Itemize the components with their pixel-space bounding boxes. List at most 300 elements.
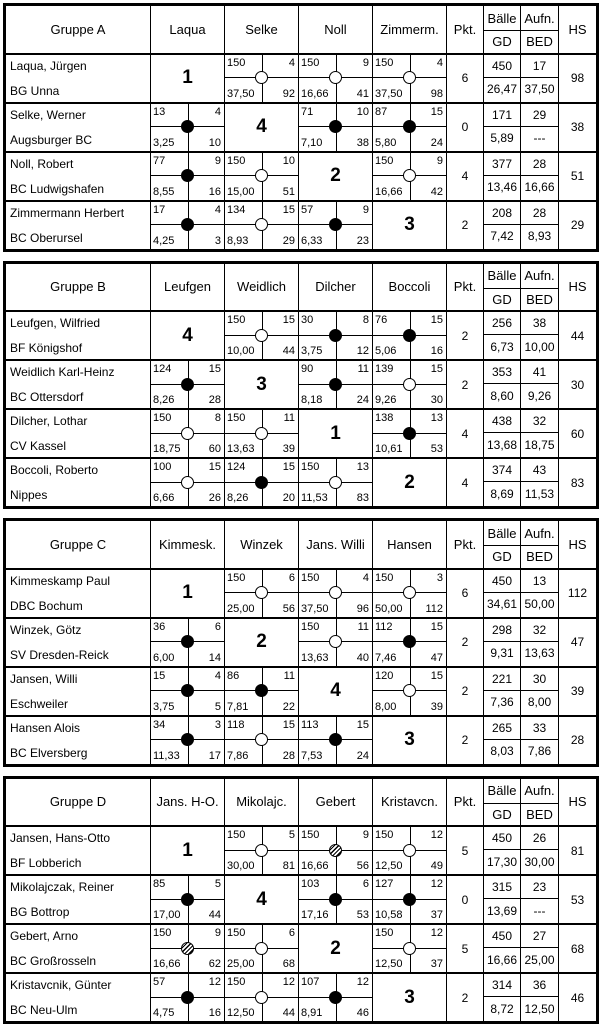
player-cell — [5, 924, 151, 973]
points-header: Pkt. — [447, 5, 484, 54]
general-average: 7,36 — [490, 695, 514, 709]
match-innings: 5 — [288, 829, 295, 841]
match-box — [225, 410, 298, 457]
player-name-block — [6, 312, 150, 359]
opponent-header: Mikolajc. — [225, 777, 299, 826]
player-row — [5, 618, 598, 667]
total-innings: 13 — [521, 570, 558, 593]
match-box — [299, 55, 372, 102]
match-balls: 100 — [153, 461, 172, 473]
player-club: Eschweiler — [10, 696, 69, 711]
general-average: 13,69 — [486, 903, 518, 918]
match-box — [151, 876, 224, 923]
innings-bed-cell — [521, 409, 559, 458]
match-highrun: 53 — [356, 909, 369, 921]
total-innings: 36 — [521, 974, 558, 997]
result-loss-icon — [403, 120, 416, 133]
match-box — [373, 570, 446, 617]
seed-cell — [151, 311, 225, 360]
result-win-icon — [329, 635, 342, 648]
innings-bed-block — [521, 717, 558, 764]
opponent-header: Selke — [225, 5, 299, 54]
group-title: Gruppe D — [5, 777, 151, 826]
best-single-average: 10,00 — [524, 339, 555, 354]
highrun-value: 68 — [570, 941, 585, 956]
opponent-header: Noll — [299, 5, 373, 54]
match-highrun: 22 — [282, 700, 295, 713]
match-cell — [373, 360, 447, 409]
result-win-icon — [329, 586, 342, 599]
innings-bed-cell — [521, 311, 559, 360]
match-average: 8,00 — [375, 700, 397, 713]
match-balls: 150 — [375, 927, 394, 939]
match-innings: 4 — [214, 105, 221, 118]
match-highrun: 28 — [208, 394, 221, 406]
player-cell — [5, 716, 151, 766]
match-average: 16,66 — [301, 860, 329, 872]
result-win-icon — [255, 427, 268, 440]
innings-bed-cell — [521, 875, 559, 924]
match-innings: 12 — [282, 976, 295, 988]
player-name: Jansen, Willi — [10, 671, 78, 686]
player-name: Noll, Robert — [10, 156, 74, 171]
player-name: Gebert, Arno — [10, 929, 79, 943]
match-highrun: 30 — [430, 394, 443, 406]
innings-bed-block — [521, 361, 558, 408]
match-box — [299, 974, 372, 1021]
match-balls: 103 — [301, 878, 320, 890]
result-loss-icon — [181, 733, 194, 746]
match-cell — [299, 875, 373, 924]
match-balls: 36 — [153, 620, 166, 633]
match-balls: 150 — [301, 620, 320, 633]
highrun-header: HS — [559, 5, 598, 54]
match-highrun: 23 — [356, 234, 369, 247]
match-average: 12,50 — [375, 860, 403, 872]
match-box — [373, 925, 446, 972]
match-cell — [225, 152, 299, 201]
points-cell — [447, 826, 484, 875]
match-box — [151, 410, 224, 457]
total-innings: 29 — [521, 104, 558, 127]
match-cell — [151, 201, 225, 251]
points-value: 2 — [461, 733, 469, 747]
points-cell — [447, 152, 484, 201]
match-highrun: 83 — [356, 492, 369, 504]
match-innings: 9 — [362, 203, 369, 216]
highrun-cell — [559, 201, 598, 251]
innings-bed-cell — [521, 201, 559, 251]
player-name: Winzek, Götz — [10, 622, 82, 637]
opponent-header: Jans. Willi — [299, 520, 373, 569]
match-cell — [373, 311, 447, 360]
player-name: Boccoli, Roberto — [10, 463, 99, 477]
match-box — [299, 312, 372, 359]
result-loss-icon — [329, 893, 342, 906]
match-innings: 15 — [208, 363, 221, 375]
match-balls: 15 — [153, 669, 166, 682]
match-cell — [373, 618, 447, 667]
player-name-block — [6, 717, 150, 764]
opponent-header: Leufgen — [151, 262, 225, 311]
result-win-icon — [255, 71, 268, 84]
match-highrun: 16 — [208, 1007, 221, 1019]
seed-number: 4 — [330, 680, 341, 701]
points-value: 5 — [461, 843, 469, 858]
result-draw-icon — [181, 942, 194, 955]
match-balls: 34 — [153, 718, 166, 731]
innings-bed-cell — [521, 618, 559, 667]
balls-gd-cell — [484, 569, 521, 618]
innings-bed-cell — [521, 973, 559, 1023]
group-header-row — [5, 5, 598, 31]
player-cell — [5, 458, 151, 508]
player-club: BF Königshof — [10, 341, 83, 355]
highrun-cell — [559, 924, 598, 973]
match-balls: 127 — [375, 878, 394, 890]
match-cell — [151, 875, 225, 924]
balls-gd-cell — [484, 360, 521, 409]
match-cell — [151, 973, 225, 1023]
general-average: 5,89 — [490, 131, 514, 145]
player-name-block — [6, 570, 150, 617]
result-loss-icon — [181, 169, 194, 182]
match-box — [299, 202, 372, 249]
match-cell — [225, 716, 299, 766]
match-box — [225, 459, 298, 506]
match-cell — [299, 201, 373, 251]
tournament-score-sheet — [3, 3, 600, 1024]
player-name: Zimmermann Herbert — [10, 205, 125, 220]
seed-number: 4 — [256, 888, 267, 910]
result-win-icon — [181, 476, 194, 489]
balls-gd-cell — [484, 201, 521, 251]
highrun-cell — [559, 152, 598, 201]
match-average: 13,63 — [227, 443, 255, 455]
total-innings: 33 — [521, 717, 558, 740]
match-balls: 150 — [301, 829, 320, 841]
group-title: Gruppe A — [5, 5, 151, 54]
match-innings: 12 — [208, 976, 221, 988]
result-loss-icon — [181, 120, 194, 133]
player-cell — [5, 201, 151, 251]
match-balls: 90 — [301, 363, 314, 375]
match-average: 8,26 — [153, 394, 175, 406]
result-win-icon — [255, 169, 268, 182]
match-highrun: 49 — [430, 860, 443, 872]
result-loss-icon — [329, 991, 342, 1004]
match-average: 3,75 — [301, 345, 323, 357]
innings-bed-block — [521, 312, 558, 359]
match-average: 11,33 — [153, 749, 180, 762]
result-win-icon — [255, 218, 268, 231]
result-loss-icon — [181, 893, 194, 906]
highrun-cell — [559, 409, 598, 458]
opponent-header: Laqua — [151, 5, 225, 54]
match-box — [373, 876, 446, 923]
seed-number: 3 — [404, 729, 415, 750]
balls-gd-block — [484, 717, 520, 764]
result-win-icon — [329, 71, 342, 84]
seed-number: 3 — [404, 214, 415, 235]
match-average: 7,81 — [227, 700, 249, 713]
player-name: Kristavcnik, Günter — [10, 978, 112, 992]
match-balls: 112 — [375, 620, 393, 633]
balls-gd-block — [484, 104, 520, 151]
match-innings: 13 — [430, 412, 443, 424]
player-club: BG Unna — [10, 83, 60, 98]
match-balls: 150 — [227, 56, 246, 69]
total-innings: 23 — [521, 876, 558, 899]
balls-gd-block — [484, 876, 520, 923]
match-cell — [373, 667, 447, 716]
highrun-cell — [559, 875, 598, 924]
match-box — [299, 104, 372, 151]
highrun-value: 44 — [570, 328, 585, 343]
group-header-row — [5, 262, 598, 288]
innings-bed-block — [521, 827, 558, 874]
highrun-header: HS — [559, 777, 598, 826]
general-average: 8,69 — [490, 486, 514, 501]
match-balls: 150 — [227, 829, 246, 841]
best-single-average: 50,00 — [524, 597, 555, 611]
match-cell — [373, 826, 447, 875]
general-average: 26,47 — [486, 82, 518, 96]
seed-number: 2 — [404, 471, 415, 493]
match-highrun: 26 — [208, 492, 221, 504]
seed-cell — [373, 973, 447, 1023]
seed-number: 2 — [256, 631, 267, 652]
match-cell — [373, 103, 447, 152]
match-balls: 107 — [301, 976, 320, 988]
match-innings: 15 — [430, 669, 443, 682]
general-average: 8,60 — [490, 388, 514, 403]
result-loss-icon — [329, 218, 342, 231]
points-header: Pkt. — [447, 520, 484, 569]
player-row — [5, 54, 598, 103]
total-balls: 265 — [484, 717, 520, 740]
player-club: BC Ludwigshafen — [10, 181, 105, 196]
match-balls: 150 — [375, 829, 394, 841]
general-average: 13,68 — [486, 437, 518, 452]
match-cell — [299, 569, 373, 618]
match-highrun: 12 — [356, 345, 369, 357]
innings-header: Aufn. — [521, 262, 559, 288]
match-cell — [299, 360, 373, 409]
match-cell — [299, 458, 373, 508]
match-box — [373, 410, 446, 457]
player-name: Jansen, Hans-Otto — [10, 831, 111, 845]
points-cell — [447, 201, 484, 251]
player-cell — [5, 875, 151, 924]
match-highrun: 37 — [430, 958, 443, 970]
best-single-average: 16,66 — [524, 180, 555, 194]
balls-gd-block — [484, 410, 520, 457]
match-balls: 124 — [153, 363, 172, 375]
points-value: 2 — [461, 635, 469, 649]
result-loss-icon — [403, 427, 416, 440]
seed-cell — [225, 360, 299, 409]
total-innings: 38 — [521, 312, 558, 335]
match-highrun: 44 — [208, 909, 221, 921]
player-name-block — [6, 55, 150, 102]
match-balls: 150 — [227, 571, 246, 584]
match-average: 3,75 — [153, 700, 175, 713]
points-value: 0 — [461, 120, 469, 134]
opponent-header: Gebert — [299, 777, 373, 826]
highrun-value: 39 — [570, 684, 585, 698]
total-balls: 221 — [484, 668, 520, 691]
player-cell — [5, 667, 151, 716]
balls-gd-cell — [484, 826, 521, 875]
match-box — [373, 153, 446, 200]
player-cell — [5, 973, 151, 1023]
general-average: 13,46 — [486, 180, 518, 194]
opponent-header: Dilcher — [299, 262, 373, 311]
balls-gd-block — [484, 827, 520, 874]
player-name-block — [6, 361, 150, 408]
total-balls: 438 — [484, 410, 520, 433]
bed-header: BED — [521, 31, 559, 54]
points-value: 2 — [461, 684, 469, 698]
player-name-block — [6, 459, 150, 506]
points-value: 5 — [461, 941, 469, 956]
total-balls: 298 — [484, 619, 520, 642]
match-innings: 4 — [214, 669, 221, 682]
result-draw-icon — [329, 844, 342, 857]
player-cell — [5, 826, 151, 875]
player-name: Hansen Alois — [10, 720, 81, 735]
match-innings: 11 — [283, 669, 295, 682]
points-value: 2 — [461, 328, 469, 343]
innings-bed-cell — [521, 152, 559, 201]
seed-number: 3 — [404, 986, 415, 1008]
player-row — [5, 569, 598, 618]
highrun-cell — [559, 569, 598, 618]
balls-gd-cell — [484, 875, 521, 924]
match-average: 6,00 — [153, 651, 175, 664]
player-cell — [5, 311, 151, 360]
match-innings: 11 — [357, 620, 369, 633]
player-name: Mikolajczak, Reiner — [10, 880, 115, 894]
highrun-cell — [559, 54, 598, 103]
match-average: 8,26 — [227, 492, 249, 504]
balls-gd-block — [484, 925, 520, 972]
seed-number: 1 — [182, 67, 193, 88]
highrun-value: 46 — [570, 990, 585, 1005]
match-highrun: 60 — [208, 443, 221, 455]
best-single-average: 37,50 — [524, 82, 555, 96]
match-innings: 6 — [288, 571, 295, 584]
balls-gd-cell — [484, 311, 521, 360]
innings-bed-cell — [521, 54, 559, 103]
seed-number: 1 — [330, 422, 341, 444]
match-box — [151, 459, 224, 506]
match-average: 25,00 — [227, 958, 255, 970]
total-balls: 314 — [484, 974, 520, 997]
innings-bed-block — [521, 153, 558, 200]
seed-cell — [373, 716, 447, 766]
match-cell — [225, 569, 299, 618]
match-average: 4,25 — [153, 234, 175, 247]
match-innings: 15 — [282, 461, 295, 473]
match-average: 50,00 — [375, 602, 403, 615]
match-box — [151, 619, 224, 666]
opponent-header: Zimmerm. — [373, 5, 447, 54]
points-cell — [447, 667, 484, 716]
match-highrun: 41 — [356, 87, 369, 100]
match-highrun: 47 — [430, 651, 443, 664]
match-cell — [373, 54, 447, 103]
match-innings: 5 — [214, 878, 221, 890]
match-box — [225, 925, 298, 972]
best-single-average: 8,93 — [527, 229, 552, 243]
highrun-value: 38 — [570, 120, 585, 134]
match-cell — [225, 201, 299, 251]
match-average: 7,46 — [375, 651, 397, 664]
innings-bed-cell — [521, 924, 559, 973]
match-average: 12,50 — [375, 958, 403, 970]
points-cell — [447, 54, 484, 103]
best-single-average: 9,26 — [527, 388, 552, 403]
points-cell — [447, 973, 484, 1023]
general-average: 16,66 — [486, 952, 518, 967]
match-innings: 12 — [430, 927, 443, 939]
seed-cell — [225, 875, 299, 924]
match-innings: 4 — [288, 56, 295, 69]
match-cell — [151, 360, 225, 409]
balls-gd-block — [484, 570, 520, 617]
best-single-average: 12,50 — [524, 1001, 555, 1016]
player-name: Kimmeskamp Paul — [10, 573, 111, 588]
bed-header: BED — [521, 546, 559, 569]
seed-number: 1 — [182, 582, 193, 603]
match-cell — [299, 973, 373, 1023]
match-highrun: 39 — [430, 700, 443, 713]
match-cell — [225, 311, 299, 360]
match-average: 8,93 — [227, 234, 249, 247]
innings-bed-block — [521, 570, 558, 617]
general-average: 8,03 — [490, 744, 514, 758]
match-average: 18,75 — [153, 443, 181, 455]
best-single-average: 25,00 — [524, 952, 555, 967]
match-balls: 150 — [153, 412, 172, 424]
match-box — [151, 925, 224, 972]
match-highrun: 24 — [430, 136, 443, 149]
highrun-cell — [559, 716, 598, 766]
total-balls: 374 — [484, 459, 520, 482]
match-balls: 150 — [301, 571, 320, 584]
balls-gd-cell — [484, 54, 521, 103]
highrun-cell — [559, 667, 598, 716]
match-cell — [151, 924, 225, 973]
match-innings: 15 — [430, 314, 443, 326]
match-highrun: 3 — [214, 234, 221, 247]
highrun-cell — [559, 973, 598, 1023]
match-cell — [299, 103, 373, 152]
balls-gd-cell — [484, 103, 521, 152]
seed-cell — [373, 458, 447, 508]
match-highrun: 46 — [356, 1007, 369, 1019]
match-box — [373, 827, 446, 874]
match-cell — [151, 458, 225, 508]
opponent-header: Kimmesk. — [151, 520, 225, 569]
result-win-icon — [403, 586, 416, 599]
points-cell — [447, 924, 484, 973]
group-table-d — [3, 776, 599, 1025]
match-box — [225, 974, 298, 1021]
group-table-c — [3, 518, 599, 767]
